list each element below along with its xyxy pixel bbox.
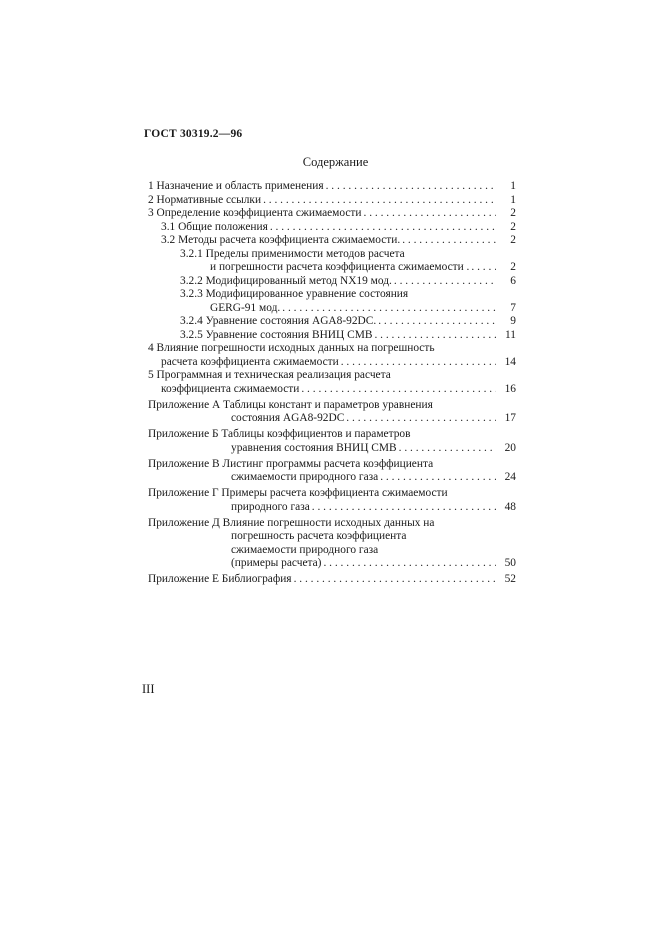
toc-entry[interactable]	[148, 383, 516, 397]
page-number: III	[142, 682, 155, 696]
toc-entry-text: Приложение Д Влияние погрешности исходных данных на	[148, 516, 435, 529]
toc-entry-text: и погрешности расчета коэффициента сжимаемости .	[210, 261, 470, 273]
toc-entry-text: сжимаемости природного газа	[231, 543, 379, 556]
toc-entry-text: погрешность расчета коэффициента	[231, 530, 407, 542]
toc-entry-text: (примеры расчета)	[231, 557, 322, 569]
toc-leader-dots	[394, 275, 496, 289]
toc-leader-dots	[341, 356, 496, 370]
toc-entry-text: сжимаемости природного газа	[231, 471, 379, 483]
toc-entry[interactable]	[148, 530, 516, 544]
toc-entry[interactable]	[148, 458, 516, 472]
toc-entry-text: Приложение Б Таблицы коэффициентов и параметров	[148, 428, 411, 440]
toc-entry-text: уравнения состояния ВНИЦ СМВ	[231, 441, 397, 454]
toc-leader-dots	[326, 180, 496, 194]
toc-entry[interactable]	[148, 248, 516, 262]
toc-entry-page: 2	[510, 207, 516, 219]
toc-entry-page: 48	[504, 500, 516, 513]
toc-entry-text: природного газа	[231, 500, 310, 513]
toc-entry[interactable]	[148, 315, 516, 329]
toc-title: Содержание	[302, 155, 369, 169]
document-code: ГОСТ 30319.2—96	[144, 128, 243, 140]
toc-leader-dots	[402, 234, 496, 248]
toc-entry-text: 3.2.2 Модифицированный метод NX19 мод.	[180, 274, 392, 287]
toc-leader-dots	[282, 302, 496, 316]
toc-entry-page: 16	[504, 382, 516, 395]
toc-entry-text: 2 Нормативные ссылки	[148, 193, 262, 206]
toc-entry-page: 2	[510, 234, 516, 246]
toc-entry-text: 3.2.3 Модифицированное уравнение состояния	[180, 288, 409, 300]
toc-entry-page: 9	[510, 315, 516, 327]
toc-entry[interactable]	[148, 288, 516, 302]
toc-entry-page: 2	[510, 261, 516, 273]
toc-entry-page: 52	[504, 573, 516, 585]
toc-entry-text: расчета коэффициента сжимаемости	[161, 355, 339, 368]
toc-entry-text: Приложение В Листинг программы расчета коэффициента	[148, 457, 434, 470]
toc-entry-page: 1	[510, 180, 516, 192]
toc-entry[interactable]	[148, 471, 516, 485]
toc-entry[interactable]	[148, 517, 516, 531]
toc-entry-text: Приложение Е Библиография	[148, 573, 292, 585]
toc-entry[interactable]	[148, 573, 516, 587]
toc-leader-dots	[294, 573, 496, 587]
toc-entry-text: 1 Назначение и область применения	[148, 180, 324, 192]
toc-entry-text: 4 Влияние погрешности исходных данных на погрешность	[148, 342, 435, 354]
toc-entry[interactable]	[148, 221, 516, 235]
toc-entry[interactable]	[148, 487, 516, 501]
toc-entry[interactable]	[148, 342, 516, 356]
toc-leader-dots	[380, 471, 496, 485]
toc-entry[interactable]	[148, 544, 516, 558]
toc-leader-dots	[263, 194, 496, 208]
toc-entry-page: 20	[504, 441, 516, 454]
toc-leader-dots	[301, 383, 496, 397]
toc-leader-dots	[346, 412, 496, 426]
toc-leader-dots	[378, 315, 496, 329]
toc-leader-dots	[312, 501, 496, 515]
toc-entry-text: состояния AGA8-92DC	[231, 412, 345, 424]
toc-entry-text: Приложение А Таблицы констант и параметров уравнения	[148, 398, 433, 411]
toc-entry[interactable]	[148, 180, 516, 194]
toc-entry[interactable]	[148, 369, 516, 383]
toc-entry-text: коэффициента сжимаемости	[161, 382, 300, 395]
toc-entry[interactable]	[148, 442, 516, 456]
toc-leader-dots	[399, 442, 496, 456]
toc-entry-page: 50	[504, 557, 516, 569]
toc-entry[interactable]	[148, 428, 516, 442]
toc-leader-dots	[364, 207, 497, 221]
toc-entry[interactable]	[148, 194, 516, 208]
toc-entry-text: 3.2 Методы расчета коэффициента сжимаемости.	[161, 234, 401, 246]
toc-entry[interactable]	[148, 275, 516, 289]
toc-leader-dots	[270, 221, 496, 235]
toc-entry[interactable]	[148, 501, 516, 515]
toc-entry[interactable]	[148, 207, 516, 221]
toc-entry-text: 5 Программная и техническая реализация расчета	[148, 369, 391, 381]
toc-leader-dots	[323, 557, 496, 571]
toc-entry[interactable]	[148, 329, 516, 343]
toc-entry[interactable]	[148, 356, 516, 370]
toc-entry-page: 2	[510, 220, 516, 233]
toc-entry-page: 7	[510, 301, 516, 314]
toc-entry-page: 11	[505, 328, 516, 341]
toc-entry-text: Приложение Г Примеры расчета коэффициента сжимаемости	[148, 487, 448, 499]
toc-entry[interactable]	[148, 412, 516, 426]
toc-entry[interactable]	[148, 557, 516, 571]
toc-entry-text: 3.1 Общие положения	[161, 220, 268, 233]
table-of-contents	[148, 180, 516, 587]
toc-entry[interactable]	[148, 234, 516, 248]
toc-entry-text: 3 Определение коэффициента сжимаемости	[148, 207, 362, 219]
toc-entry-page: 14	[504, 355, 516, 368]
toc-leader-dots	[471, 261, 496, 275]
toc-entry-page: 6	[510, 274, 516, 287]
toc-entry-page: 17	[504, 412, 516, 424]
toc-entry-text: GERG-91 мод.	[210, 301, 281, 314]
toc-entry-page: 24	[504, 471, 516, 483]
toc-entry[interactable]	[148, 302, 516, 316]
toc-leader-dots	[374, 329, 496, 343]
toc-entry-text: 3.2.5 Уравнение состояния ВНИЦ СМВ	[180, 328, 373, 341]
toc-entry[interactable]	[148, 399, 516, 413]
toc-entry-text: 3.2.4 Уравнение состояния AGA8-92DC.	[180, 315, 377, 327]
toc-entry-text: 3.2.1 Пределы применимости методов расчета	[180, 247, 405, 260]
toc-entry[interactable]	[148, 261, 516, 275]
toc-entry-page: 1	[510, 193, 516, 206]
